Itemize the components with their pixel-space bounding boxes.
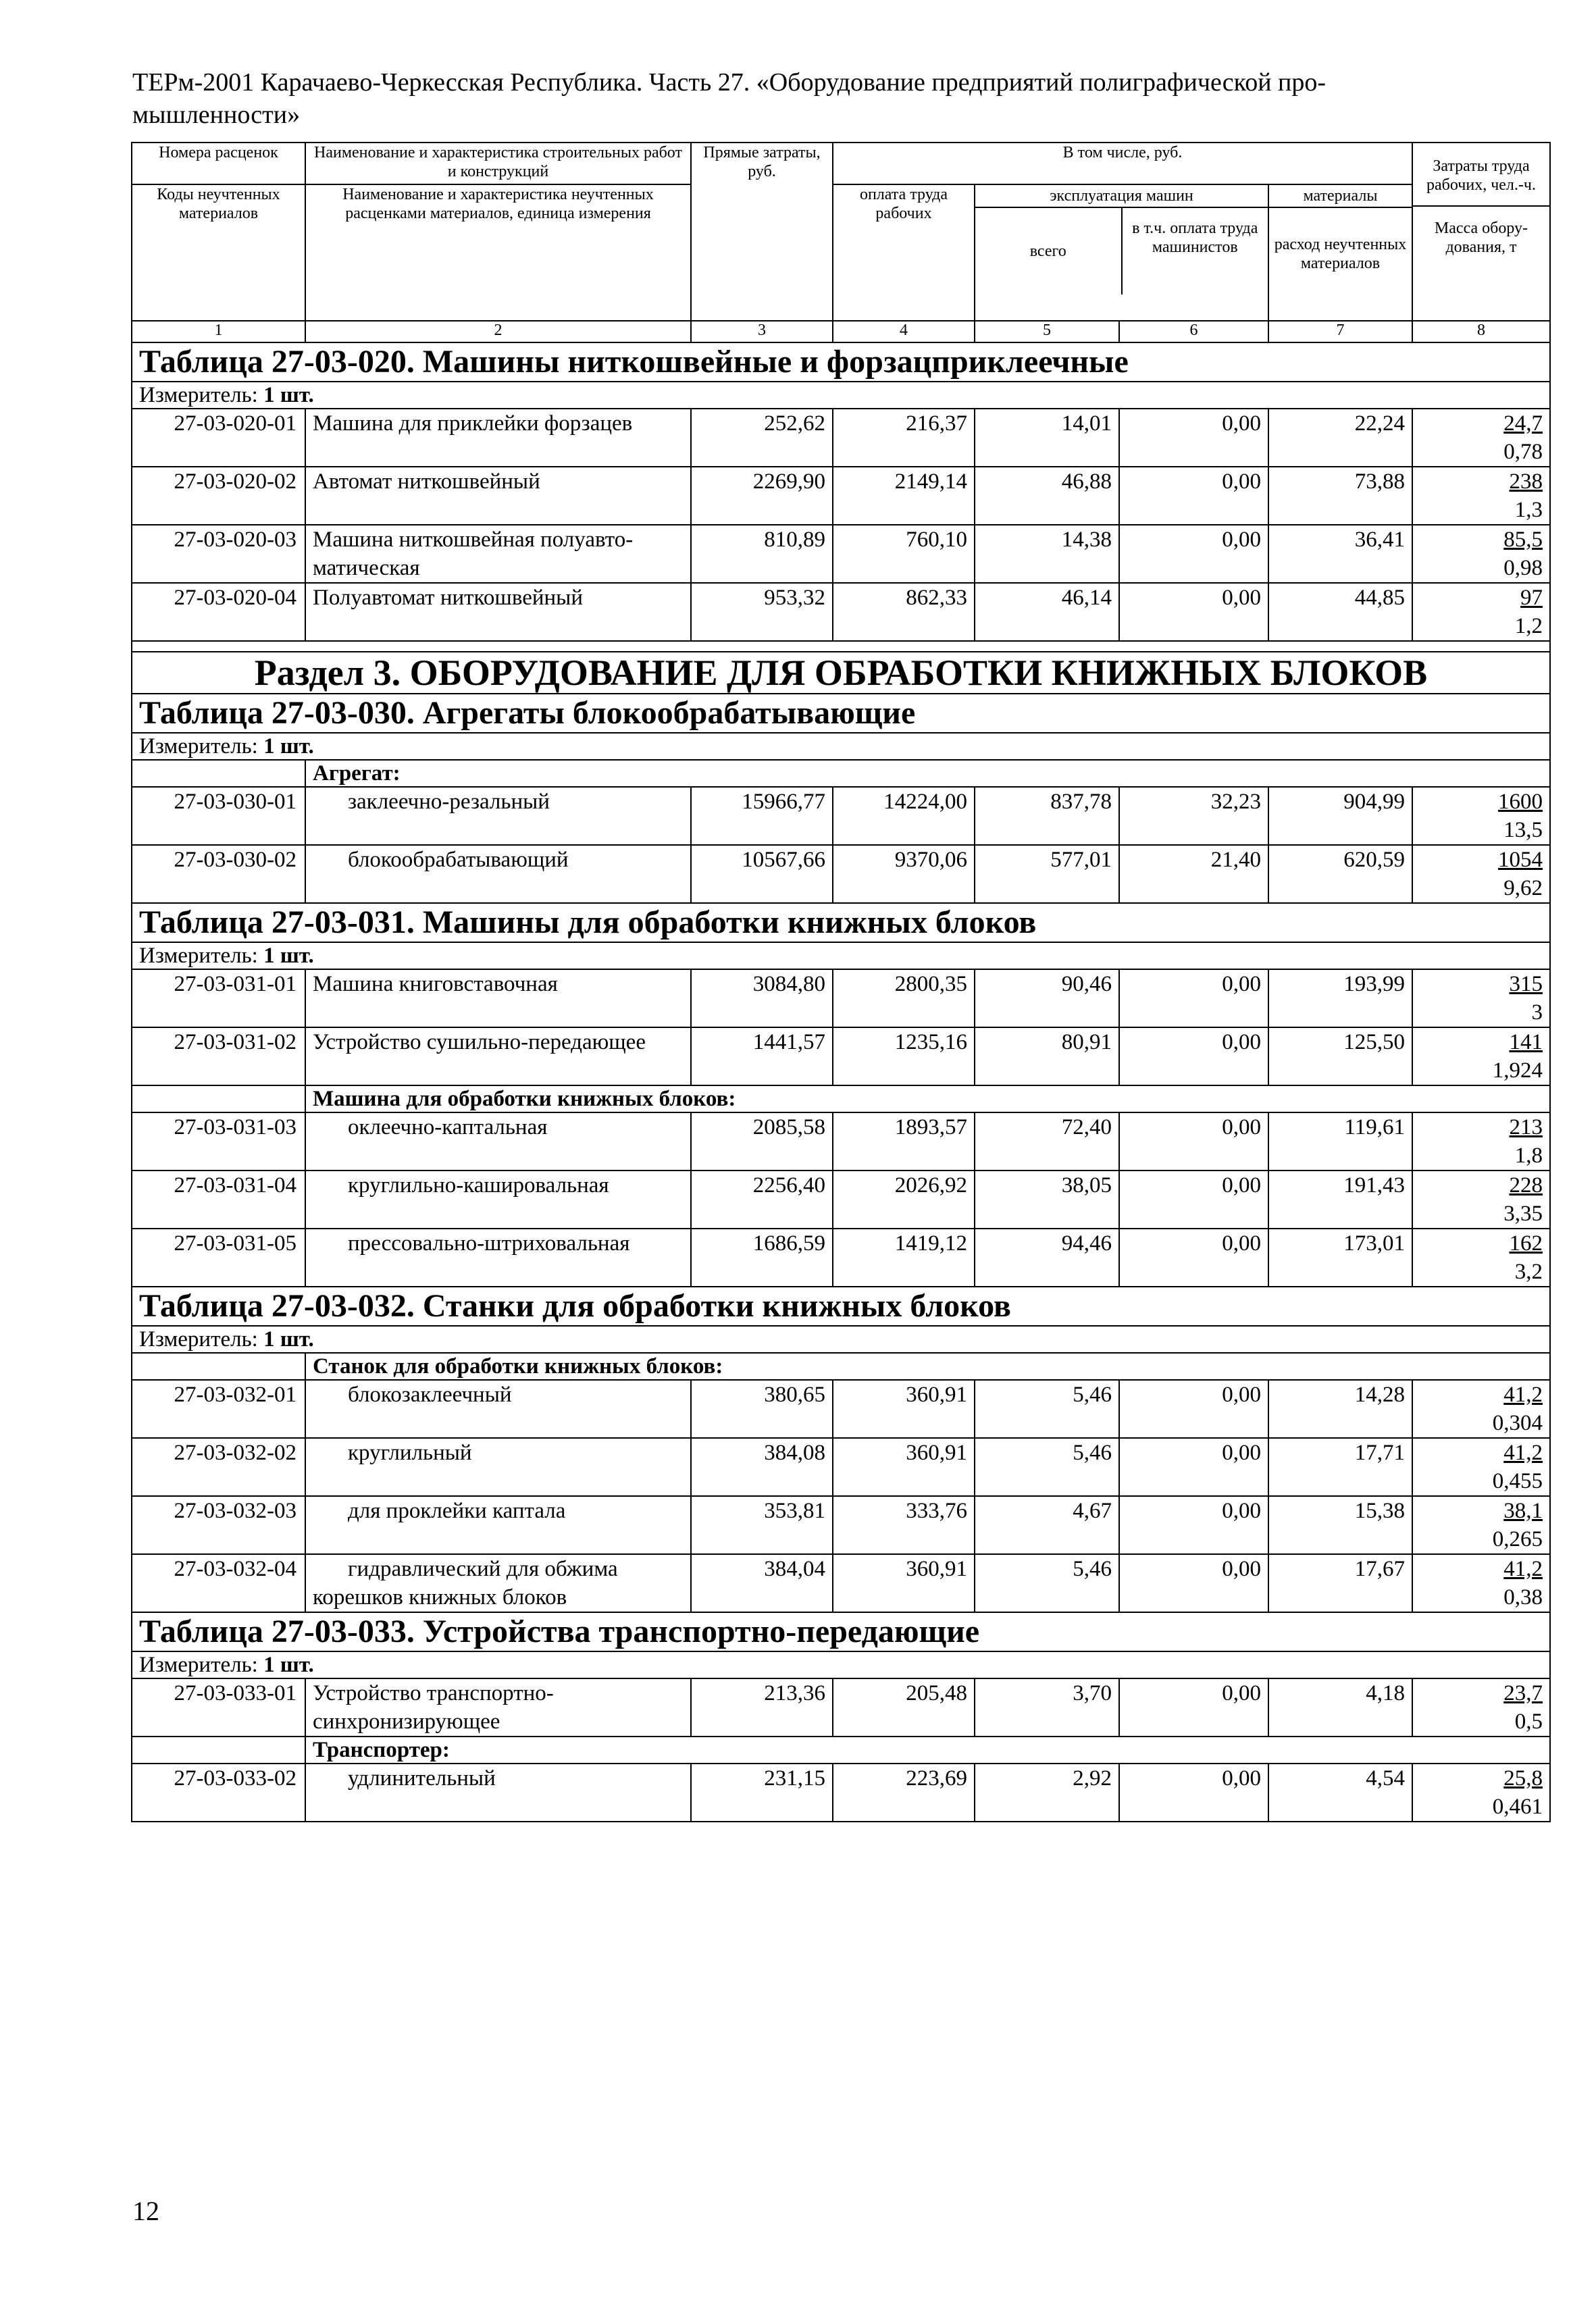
section-title-row: [132, 652, 1550, 694]
equipment-mass-value: 1,924: [1492, 1058, 1543, 1083]
machinist-pay-value: 0,00: [1119, 1027, 1268, 1085]
t031-title: Таблица 27-03-031. Машины для обработки книжных блоков: [132, 903, 1550, 942]
t030-title-row: [132, 694, 1550, 733]
equipment-mass-value: 1,2: [1514, 614, 1543, 638]
machinist-pay-value: 0,00: [1119, 1764, 1268, 1822]
machinist-pay-value: 0,00: [1119, 409, 1268, 467]
work-name: [305, 1229, 691, 1287]
table-row: [132, 1027, 1550, 1085]
header-machines: эксплуатация машин: [975, 185, 1268, 208]
header-row-1: [132, 143, 1550, 184]
work-name: [305, 1764, 691, 1822]
work-name: [305, 1554, 691, 1612]
machinist-pay-value: 21,40: [1119, 845, 1268, 903]
machinist-pay-value: 0,00: [1119, 1380, 1268, 1438]
materials-cost-value: 4,54: [1268, 1764, 1412, 1822]
measure-unit: [132, 733, 1550, 760]
table-row: [132, 1229, 1550, 1287]
labor-mass-cell: [1412, 1496, 1550, 1554]
machines-total-value: 577,01: [975, 845, 1119, 903]
worker-pay-value: 1893,57: [833, 1112, 975, 1171]
measure-unit: [132, 382, 1550, 409]
worker-pay-value: 360,91: [833, 1438, 975, 1496]
page-header-line2: мышленности»: [132, 101, 301, 129]
labor-costs-value: 315: [1509, 972, 1543, 996]
header-machinist-pay: в т.ч. оплата труда машинистов: [1132, 220, 1258, 256]
work-name: [305, 1171, 691, 1229]
work-name-text: Машина для приклейки форзацев: [313, 411, 633, 436]
labor-mass-cell: [1412, 409, 1550, 467]
labor-mass-cell: [1412, 1678, 1550, 1737]
machines-total-value: 837,78: [975, 787, 1119, 845]
machines-total-value: 46,88: [975, 467, 1119, 525]
machines-total-value: 5,46: [975, 1380, 1119, 1438]
direct-costs-value: 380,65: [691, 1380, 833, 1438]
column-number: 6: [1119, 321, 1268, 342]
labor-mass-cell: [1412, 787, 1550, 845]
measure-label: Измеритель:: [139, 944, 258, 968]
machinist-pay-value: 0,00: [1119, 1554, 1268, 1612]
labor-mass-cell: [1412, 845, 1550, 903]
table-row: [132, 583, 1550, 641]
machinist-pay-value: 0,00: [1119, 1229, 1268, 1287]
table-row: [132, 787, 1550, 845]
direct-costs-value: 2256,40: [691, 1171, 833, 1229]
labor-mass-cell: [1412, 1554, 1550, 1612]
worker-pay-value: 9370,06: [833, 845, 975, 903]
group-spacer: [132, 1737, 305, 1764]
materials-cost-value: 620,59: [1268, 845, 1412, 903]
labor-costs-value: 228: [1509, 1173, 1543, 1198]
group-header-row: [132, 1085, 1550, 1112]
work-name-text: Автомат ниткошвейный: [313, 469, 540, 494]
header-materials-block: [1268, 184, 1412, 321]
machines-total-value: 94,46: [975, 1229, 1119, 1287]
worker-pay-value: 862,33: [833, 583, 975, 641]
table-row: [132, 1678, 1550, 1737]
header-materials-usage: расход неучтенных материалов: [1274, 236, 1407, 272]
machinist-pay-value: 0,00: [1119, 969, 1268, 1027]
measure-label: Измеритель:: [139, 1653, 258, 1677]
work-name: [305, 1496, 691, 1554]
group-header: Агрегат:: [305, 760, 1550, 787]
measure-value: 1 шт.: [263, 1327, 314, 1352]
worker-pay-value: 2149,14: [833, 467, 975, 525]
measure-value: 1 шт.: [263, 383, 314, 407]
rate-code: 27-03-031-03: [132, 1112, 305, 1171]
materials-cost-value: 15,38: [1268, 1496, 1412, 1554]
header-material-names: Наименование и характеристика неучтенных расценками материалов, единица измерения: [305, 184, 691, 321]
direct-costs-value: 3084,80: [691, 969, 833, 1027]
work-name: [305, 845, 691, 903]
work-name: [305, 1380, 691, 1438]
machinist-pay-value: 0,00: [1119, 583, 1268, 641]
rate-code: 27-03-031-05: [132, 1229, 305, 1287]
rates-table-wrap: [131, 142, 1549, 1822]
rate-code: 27-03-032-02: [132, 1438, 305, 1496]
table-row: [132, 969, 1550, 1027]
materials-cost-value: 17,67: [1268, 1554, 1412, 1612]
table-row: [132, 1380, 1550, 1438]
direct-costs-value: 1441,57: [691, 1027, 833, 1085]
header-row-2: [132, 184, 1550, 321]
equipment-mass-value: 0,38: [1503, 1585, 1543, 1610]
group-header: Станок для обработки книжных блоков:: [305, 1353, 1550, 1380]
work-name: [305, 969, 691, 1027]
direct-costs-value: 384,08: [691, 1438, 833, 1496]
column-number: 7: [1268, 321, 1412, 342]
table-row: [132, 1764, 1550, 1822]
table-row: [132, 1554, 1550, 1612]
measure-label: Измеритель:: [139, 383, 258, 407]
header-rates-number: Номера расценок: [132, 143, 305, 184]
materials-cost-value: 119,61: [1268, 1112, 1412, 1171]
t033-title-row: [132, 1612, 1550, 1651]
labor-mass-cell: [1412, 1764, 1550, 1822]
rate-code: 27-03-020-01: [132, 409, 305, 467]
labor-costs-value: 238: [1509, 469, 1543, 494]
rates-table: [131, 142, 1551, 1822]
machines-total-value: 4,67: [975, 1496, 1119, 1554]
labor-costs-value: 25,8: [1503, 1766, 1543, 1791]
machines-total-value: 2,92: [975, 1764, 1119, 1822]
measure-unit: [132, 1326, 1550, 1353]
t031-title-row: [132, 903, 1550, 942]
equipment-mass-value: 13,5: [1503, 818, 1543, 842]
worker-pay-value: 2800,35: [833, 969, 975, 1027]
labor-costs-value: 41,2: [1503, 1441, 1543, 1465]
table-row: [132, 409, 1550, 467]
work-name-text: Устройство транспортно-синхронизирующее: [313, 1681, 554, 1734]
labor-costs-value: 1054: [1498, 848, 1543, 872]
labor-costs-value: 41,2: [1503, 1557, 1543, 1581]
header-materials: материалы: [1269, 185, 1412, 208]
materials-cost-value: 44,85: [1268, 583, 1412, 641]
table-row: [132, 1438, 1550, 1496]
direct-costs-value: 231,15: [691, 1764, 833, 1822]
equipment-mass-value: 0,5: [1514, 1709, 1543, 1734]
direct-costs-value: 10567,66: [691, 845, 833, 903]
direct-costs-value: 1686,59: [691, 1229, 833, 1287]
labor-mass-cell: [1412, 1171, 1550, 1229]
direct-costs-value: 252,62: [691, 409, 833, 467]
measure-row: [132, 1326, 1550, 1353]
rate-code: 27-03-031-02: [132, 1027, 305, 1085]
work-name-text: круглильный: [348, 1441, 472, 1465]
column-number: 4: [833, 321, 975, 342]
equipment-mass-value: 0,461: [1492, 1795, 1543, 1819]
equipment-mass-value: 0,304: [1492, 1411, 1543, 1435]
worker-pay-value: 14224,00: [833, 787, 975, 845]
labor-costs-value: 23,7: [1503, 1681, 1543, 1705]
materials-cost-value: 125,50: [1268, 1027, 1412, 1085]
table-row: [132, 1496, 1550, 1554]
worker-pay-value: 1235,16: [833, 1027, 975, 1085]
measure-value: 1 шт.: [263, 1653, 314, 1677]
worker-pay-value: 1419,12: [833, 1229, 975, 1287]
machines-total-value: 3,70: [975, 1678, 1119, 1737]
t020-title: Таблица 27-03-020. Машины ниткошвейные и форзацприклеечные: [132, 342, 1550, 382]
table-row: [132, 1171, 1550, 1229]
rate-code: 27-03-032-03: [132, 1496, 305, 1554]
header-machines-sub: [975, 208, 1268, 294]
materials-cost-value: 17,71: [1268, 1438, 1412, 1496]
worker-pay-value: 216,37: [833, 409, 975, 467]
direct-costs-value: 353,81: [691, 1496, 833, 1554]
labor-costs-value: 141: [1509, 1030, 1543, 1054]
direct-costs-value: 810,89: [691, 525, 833, 583]
work-name: [305, 787, 691, 845]
page-header-line1: ТЕРм-2001 Карачаево-Черкесская Республика. Часть 27. «Оборудование предприятий полиграфической про-: [132, 68, 1327, 97]
equipment-mass-value: 0,78: [1503, 440, 1543, 464]
labor-costs-value: 213: [1509, 1115, 1543, 1139]
machinist-pay-value: 32,23: [1119, 787, 1268, 845]
group-header-row: [132, 1353, 1550, 1380]
column-numbers-row: [132, 321, 1550, 342]
work-name: [305, 1027, 691, 1085]
worker-pay-value: 333,76: [833, 1496, 975, 1554]
work-name-text: для проклейки каптала: [348, 1499, 566, 1523]
direct-costs-value: 213,36: [691, 1678, 833, 1737]
measure-row: [132, 942, 1550, 969]
worker-pay-value: 760,10: [833, 525, 975, 583]
t030-title: Таблица 27-03-030. Агрегаты блокообрабатывающие: [132, 694, 1550, 733]
column-number: 3: [691, 321, 833, 342]
labor-costs-value: 97: [1520, 586, 1543, 610]
materials-cost-value: 904,99: [1268, 787, 1412, 845]
machinist-pay-value: 0,00: [1119, 467, 1268, 525]
materials-cost-value: 36,41: [1268, 525, 1412, 583]
measure-row: [132, 1651, 1550, 1678]
labor-costs-value: 1600: [1498, 790, 1543, 814]
machines-total-value: 14,01: [975, 409, 1119, 467]
header-machines-block: [975, 184, 1268, 321]
column-number: 8: [1412, 321, 1550, 342]
rate-code: 27-03-032-04: [132, 1554, 305, 1612]
work-name: [305, 1678, 691, 1737]
rate-code: 27-03-020-04: [132, 583, 305, 641]
work-name-text: оклеечно-каптальная: [348, 1115, 548, 1139]
work-name-text: Устройство сушильно-передающее: [313, 1030, 646, 1054]
equipment-mass-value: 0,98: [1503, 556, 1543, 580]
machines-total-value: 14,38: [975, 525, 1119, 583]
materials-cost-value: 4,18: [1268, 1678, 1412, 1737]
machines-total-value: 46,14: [975, 583, 1119, 641]
table-row: [132, 525, 1550, 583]
machinist-pay-value: 0,00: [1119, 525, 1268, 583]
equipment-mass-value: 0,455: [1492, 1469, 1543, 1493]
worker-pay-value: 360,91: [833, 1554, 975, 1612]
rate-code: 27-03-033-02: [132, 1764, 305, 1822]
group-spacer: [132, 1353, 305, 1380]
machines-total-value: 90,46: [975, 969, 1119, 1027]
group-header-row: [132, 760, 1550, 787]
machinist-pay-value: 0,00: [1119, 1112, 1268, 1171]
work-name-text: блокообрабатывающий: [348, 848, 569, 872]
group-header-row: [132, 1737, 1550, 1764]
header-labor-costs: [1412, 143, 1550, 321]
direct-costs-value: 384,04: [691, 1554, 833, 1612]
labor-costs-value: 41,2: [1503, 1383, 1543, 1407]
group-spacer: [132, 1085, 305, 1112]
table-row: [132, 467, 1550, 525]
header-worker-pay: оплата труда рабочих: [833, 184, 975, 321]
work-name-text: круглильно-кашировальная: [348, 1173, 609, 1198]
section-title: Раздел 3. ОБОРУДОВАНИЕ ДЛЯ ОБРАБОТКИ КНИЖНЫХ БЛОКОВ: [132, 652, 1550, 694]
labor-mass-cell: [1412, 1438, 1550, 1496]
work-name: [305, 583, 691, 641]
t032-title-row: [132, 1287, 1550, 1326]
group-header: Транспортер:: [305, 1737, 1550, 1764]
work-name-text: заклеечно-резальный: [348, 790, 550, 814]
work-name: [305, 409, 691, 467]
rate-code: 27-03-020-02: [132, 467, 305, 525]
labor-mass-cell: [1412, 1112, 1550, 1171]
t020-title-row: [132, 342, 1550, 382]
header-labor-costs-top: Затраты труда рабочих, чел.-ч.: [1426, 157, 1536, 194]
rate-code: 27-03-030-02: [132, 845, 305, 903]
direct-costs-value: 2085,58: [691, 1112, 833, 1171]
materials-cost-value: 191,43: [1268, 1171, 1412, 1229]
rate-code: 27-03-020-03: [132, 525, 305, 583]
labor-mass-cell: [1412, 969, 1550, 1027]
materials-cost-value: 73,88: [1268, 467, 1412, 525]
measure-row: [132, 382, 1550, 409]
rate-code: 27-03-032-01: [132, 1380, 305, 1438]
header-including: В том числе, руб.: [833, 143, 1412, 184]
equipment-mass-value: 3,2: [1514, 1260, 1543, 1284]
materials-cost-value: 14,28: [1268, 1380, 1412, 1438]
labor-mass-cell: [1412, 1380, 1550, 1438]
rate-code: 27-03-031-04: [132, 1171, 305, 1229]
machines-total-value: 38,05: [975, 1171, 1119, 1229]
work-name: [305, 1438, 691, 1496]
equipment-mass-value: 1,8: [1514, 1143, 1543, 1168]
work-name-text: удлинительный: [348, 1766, 496, 1791]
materials-cost-value: 173,01: [1268, 1229, 1412, 1287]
worker-pay-value: 360,91: [833, 1380, 975, 1438]
worker-pay-value: 205,48: [833, 1678, 975, 1737]
measure-value: 1 шт.: [263, 944, 314, 968]
spacer-row: [132, 641, 1550, 652]
worker-pay-value: 2026,92: [833, 1171, 975, 1229]
labor-costs-value: 24,7: [1503, 411, 1543, 436]
work-name-text-cont: корешков книжных блоков: [313, 1585, 567, 1610]
direct-costs-value: 953,32: [691, 583, 833, 641]
group-spacer: [132, 760, 305, 787]
direct-costs-value: 2269,90: [691, 467, 833, 525]
header-work-name: Наименование и характеристика строительных работ и конструкций: [305, 143, 691, 184]
work-name-text: прессовально-штриховальная: [348, 1231, 630, 1256]
work-name-text: гидравлический для обжима: [348, 1557, 618, 1581]
header-material-codes: Коды неучтенных материалов: [132, 184, 305, 321]
header-direct-costs: Прямые затраты, руб.: [691, 143, 833, 321]
labor-costs-value: 38,1: [1503, 1499, 1543, 1523]
measure-label: Измеритель:: [139, 1327, 258, 1352]
equipment-mass-value: 9,62: [1503, 876, 1543, 900]
rate-code: 27-03-030-01: [132, 787, 305, 845]
machines-total-value: 80,91: [975, 1027, 1119, 1085]
header-machines-total: всего: [975, 208, 1123, 294]
column-number: 1: [132, 321, 305, 342]
labor-costs-value: 85,5: [1503, 528, 1543, 552]
equipment-mass-value: 3,35: [1503, 1202, 1543, 1226]
machines-total-value: 72,40: [975, 1112, 1119, 1171]
materials-cost-value: 22,24: [1268, 409, 1412, 467]
labor-mass-cell: [1412, 467, 1550, 525]
machines-total-value: 5,46: [975, 1554, 1119, 1612]
measure-value: 1 шт.: [263, 734, 314, 759]
work-name-text: Машина ниткошвейная полуавто-матическая: [313, 528, 634, 580]
work-name-text: Машина книговставочная: [313, 972, 558, 996]
group-header: Машина для обработки книжных блоков:: [305, 1085, 1550, 1112]
measure-unit: [132, 1651, 1550, 1678]
equipment-mass-value: 0,265: [1492, 1527, 1543, 1551]
labor-mass-cell: [1412, 1027, 1550, 1085]
column-number: 2: [305, 321, 691, 342]
worker-pay-value: 223,69: [833, 1764, 975, 1822]
rate-code: 27-03-031-01: [132, 969, 305, 1027]
labor-mass-cell: [1412, 525, 1550, 583]
table-row: [132, 1112, 1550, 1171]
work-name: [305, 525, 691, 583]
page-number: 12: [132, 2196, 159, 2226]
measure-row: [132, 733, 1550, 760]
labor-mass-cell: [1412, 583, 1550, 641]
materials-cost-value: 193,99: [1268, 969, 1412, 1027]
column-number: 5: [975, 321, 1119, 342]
work-name: [305, 1112, 691, 1171]
table-row: [132, 845, 1550, 903]
work-name: [305, 467, 691, 525]
spacer-cell: [132, 641, 1550, 652]
machinist-pay-value: 0,00: [1119, 1438, 1268, 1496]
labor-mass-cell: [1412, 1229, 1550, 1287]
measure-label: Измеритель:: [139, 734, 258, 759]
page-header: [132, 66, 1456, 131]
t032-title: Таблица 27-03-032. Станки для обработки книжных блоков: [132, 1287, 1550, 1326]
direct-costs-value: 15966,77: [691, 787, 833, 845]
labor-costs-value: 162: [1509, 1231, 1543, 1256]
machines-total-value: 5,46: [975, 1438, 1119, 1496]
equipment-mass-value: 1,3: [1514, 498, 1543, 522]
machinist-pay-value: 0,00: [1119, 1496, 1268, 1554]
measure-unit: [132, 942, 1550, 969]
rate-code: 27-03-033-01: [132, 1678, 305, 1737]
machinist-pay-value: 0,00: [1119, 1678, 1268, 1737]
work-name-text: блокозаклеечный: [348, 1383, 512, 1407]
t033-title: Таблица 27-03-033. Устройства транспортно-передающие: [132, 1612, 1550, 1651]
machinist-pay-value: 0,00: [1119, 1171, 1268, 1229]
header-mass: Масса обору-дования, т: [1413, 205, 1549, 269]
equipment-mass-value: 3: [1531, 1000, 1543, 1025]
work-name-text: Полуавтомат ниткошвейный: [313, 586, 584, 610]
